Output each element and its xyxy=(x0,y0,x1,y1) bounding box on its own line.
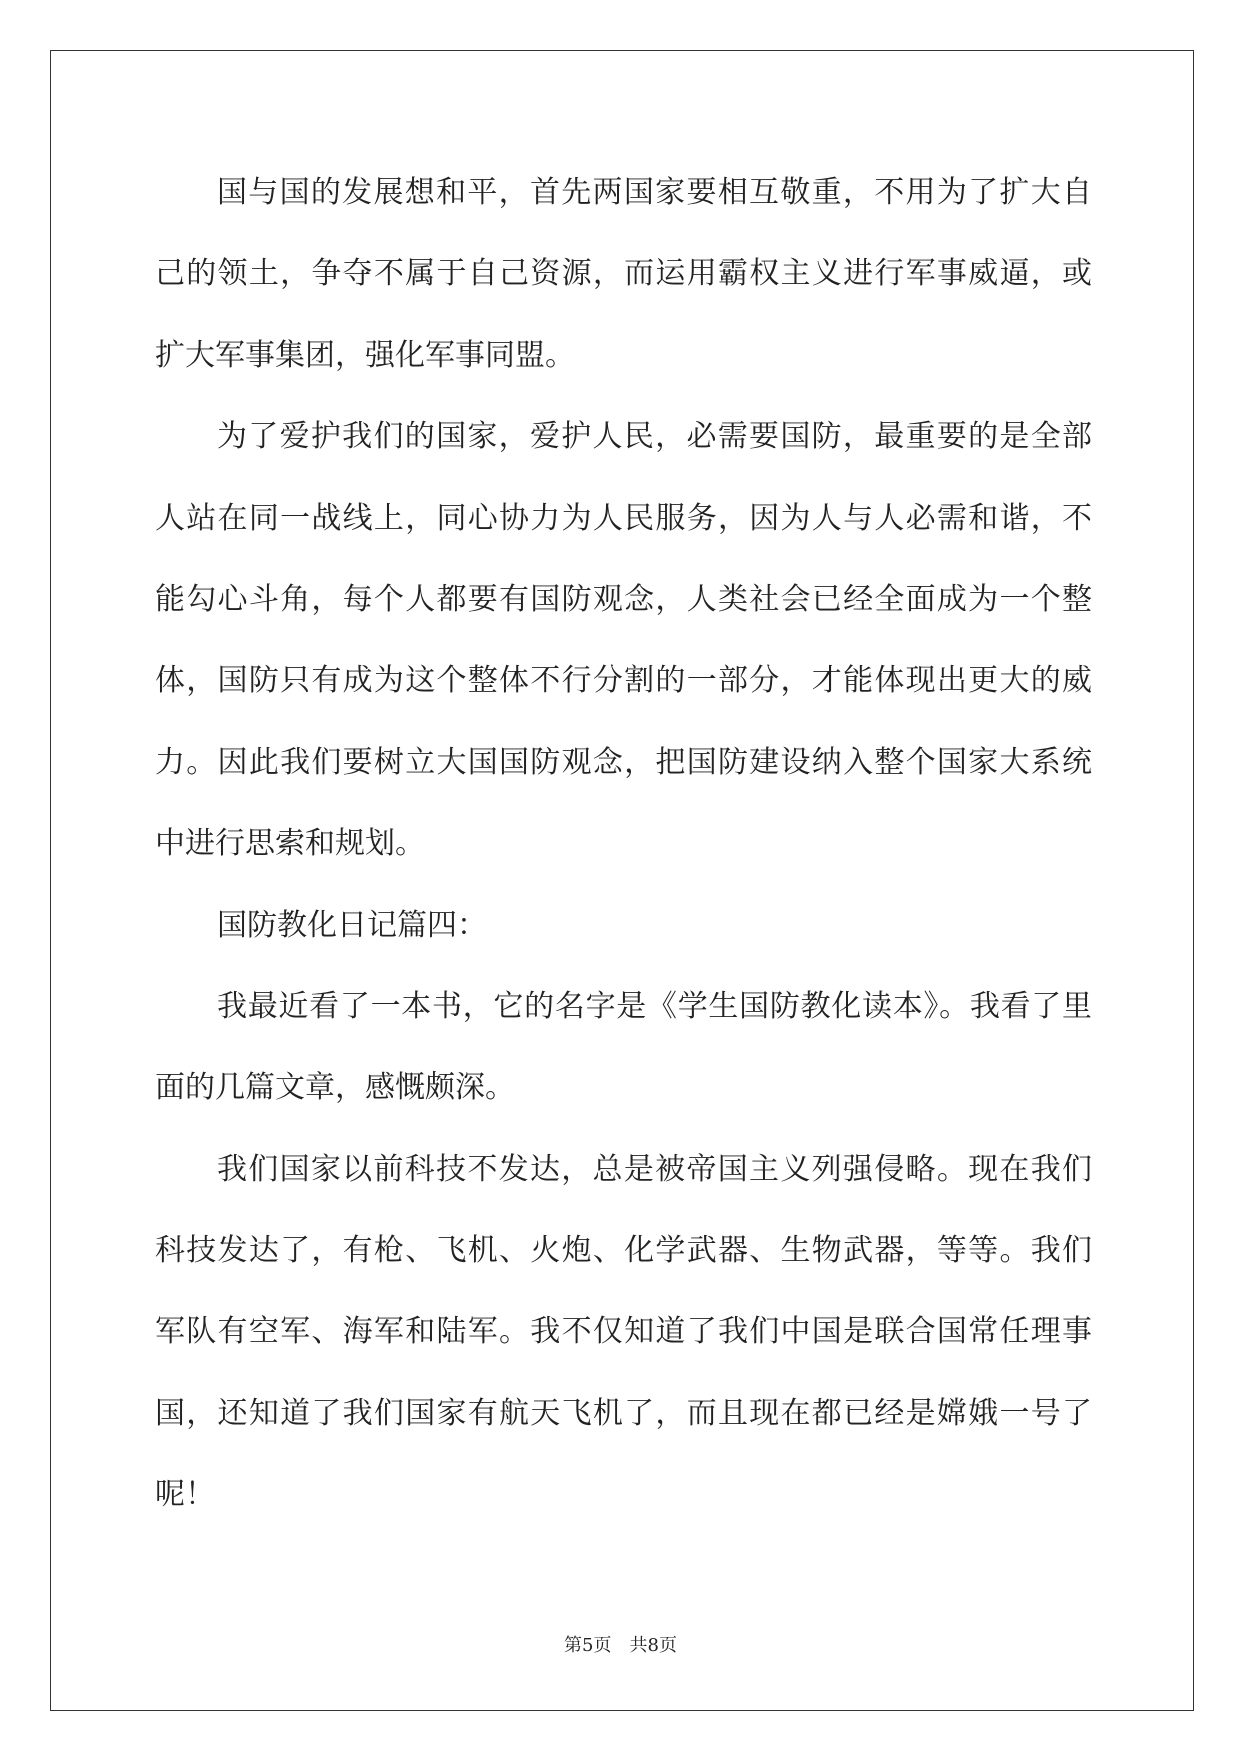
document-body xyxy=(155,152,1092,1536)
text-line: 能勾心斗角，每个人都要有国防观念，人类社会已经全面成为一个整 xyxy=(155,581,1092,617)
text-line: 面的几篇文章，感慨颇深。 xyxy=(155,1070,515,1106)
text-line: 我们国家以前科技不发达，总是被帝国主义列强侵略。现在我们 xyxy=(217,1151,1092,1187)
page-number: 第5页 xyxy=(564,1635,612,1656)
paragraph-1 xyxy=(155,152,1092,396)
text-line: 人站在同一战线上，同心协力为人民服务，因为人与人必需和谐，不 xyxy=(155,500,1092,536)
text-line: 扩大军事集团，强化军事同盟。 xyxy=(155,337,575,373)
text-line: 己的领土，争夺不属于自己资源，而运用霸权主义进行军事威逼，或 xyxy=(155,256,1092,292)
paragraph-3 xyxy=(155,966,1092,1129)
text-line: 呢！ xyxy=(155,1477,215,1513)
text-line: 国防教化日记篇四： xyxy=(217,907,487,943)
text-line: 军队有空军、海军和陆军。我不仅知道了我们中国是联合国常任理事 xyxy=(155,1314,1092,1350)
text-line: 力。因此我们要树立大国国防观念，把国防建设纳入整个国家大系统 xyxy=(155,744,1092,780)
text-line: 科技发达了，有枪、飞机、火炮、化学武器、生物武器，等等。我们 xyxy=(155,1233,1092,1269)
paragraph-2 xyxy=(155,396,1092,884)
text-line: 体，国防只有成为这个整体不行分割的一部分，才能体现出更大的威 xyxy=(155,663,1092,699)
page-total: 共8页 xyxy=(629,1635,677,1656)
paragraph-4 xyxy=(155,1129,1092,1536)
text-line: 我最近看了一本书，它的名字是《学生国防教化读本》。我看了里 xyxy=(217,988,1092,1024)
section-heading xyxy=(155,885,1092,966)
page-footer xyxy=(0,1632,1241,1660)
text-line: 中进行思索和规划。 xyxy=(155,826,425,862)
text-line: 国与国的发展想和平，首先两国家要相互敬重，不用为了扩大自 xyxy=(217,175,1092,210)
text-line: 国，还知道了我们国家有航天飞机了，而且现在都已经是嫦娥一号了 xyxy=(155,1395,1092,1431)
text-line: 为了爱护我们的国家，爱护人民，必需要国防，最重要的是全部 xyxy=(217,419,1092,455)
